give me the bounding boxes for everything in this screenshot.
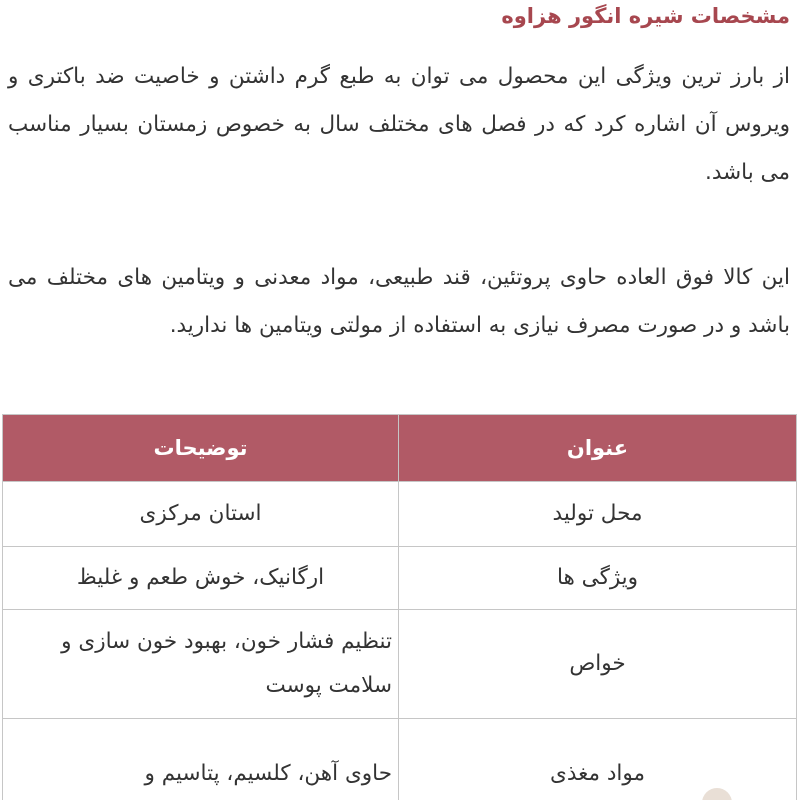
table-row [3, 547, 797, 610]
description-paragraph-1: از بارز ترین ویژگی این محصول می توان به طبع گرم داشتن و خاصیت ضد باکتری و ویروس آن اشاره کرد که در فصل های مختلف سال به خصوص زمستان بسیار مناسب می باشد. [8, 64, 790, 185]
description-paragraph-2: این کالا فوق العاده حاوی پروتئین، قند طبیعی، مواد معدنی و ویتامین های مختلف می باشد و در صورت مصرف نیازی به استفاده از مولتی ویتامین ها ندارید. [8, 265, 790, 338]
table-row [3, 719, 797, 800]
column-header-description: توضیحات [3, 415, 399, 482]
row-description-cell: ارگانیک، خوش طعم و غلیظ [3, 547, 399, 610]
table-row [3, 482, 797, 547]
row-description-cell: تنظیم فشار خون، بهبود خون سازی و سلامت پوست [3, 610, 399, 719]
row-description-cell: حاوی آهن، کلسیم، پتاسیم و [3, 719, 399, 800]
row-title-cell: مواد مغذی [399, 719, 797, 800]
row-title-cell: ویژگی ها [399, 547, 797, 610]
section-heading: مشخصات شیره انگور هزاوه [501, 4, 790, 28]
table-header-row [3, 415, 797, 482]
column-header-title: عنوان [399, 415, 797, 482]
row-title-cell: خواص [399, 610, 797, 719]
table-row [3, 610, 797, 719]
row-description-cell: استان مرکزی [3, 482, 399, 547]
row-title-cell: محل تولید [399, 482, 797, 547]
specifications-table [2, 414, 797, 800]
